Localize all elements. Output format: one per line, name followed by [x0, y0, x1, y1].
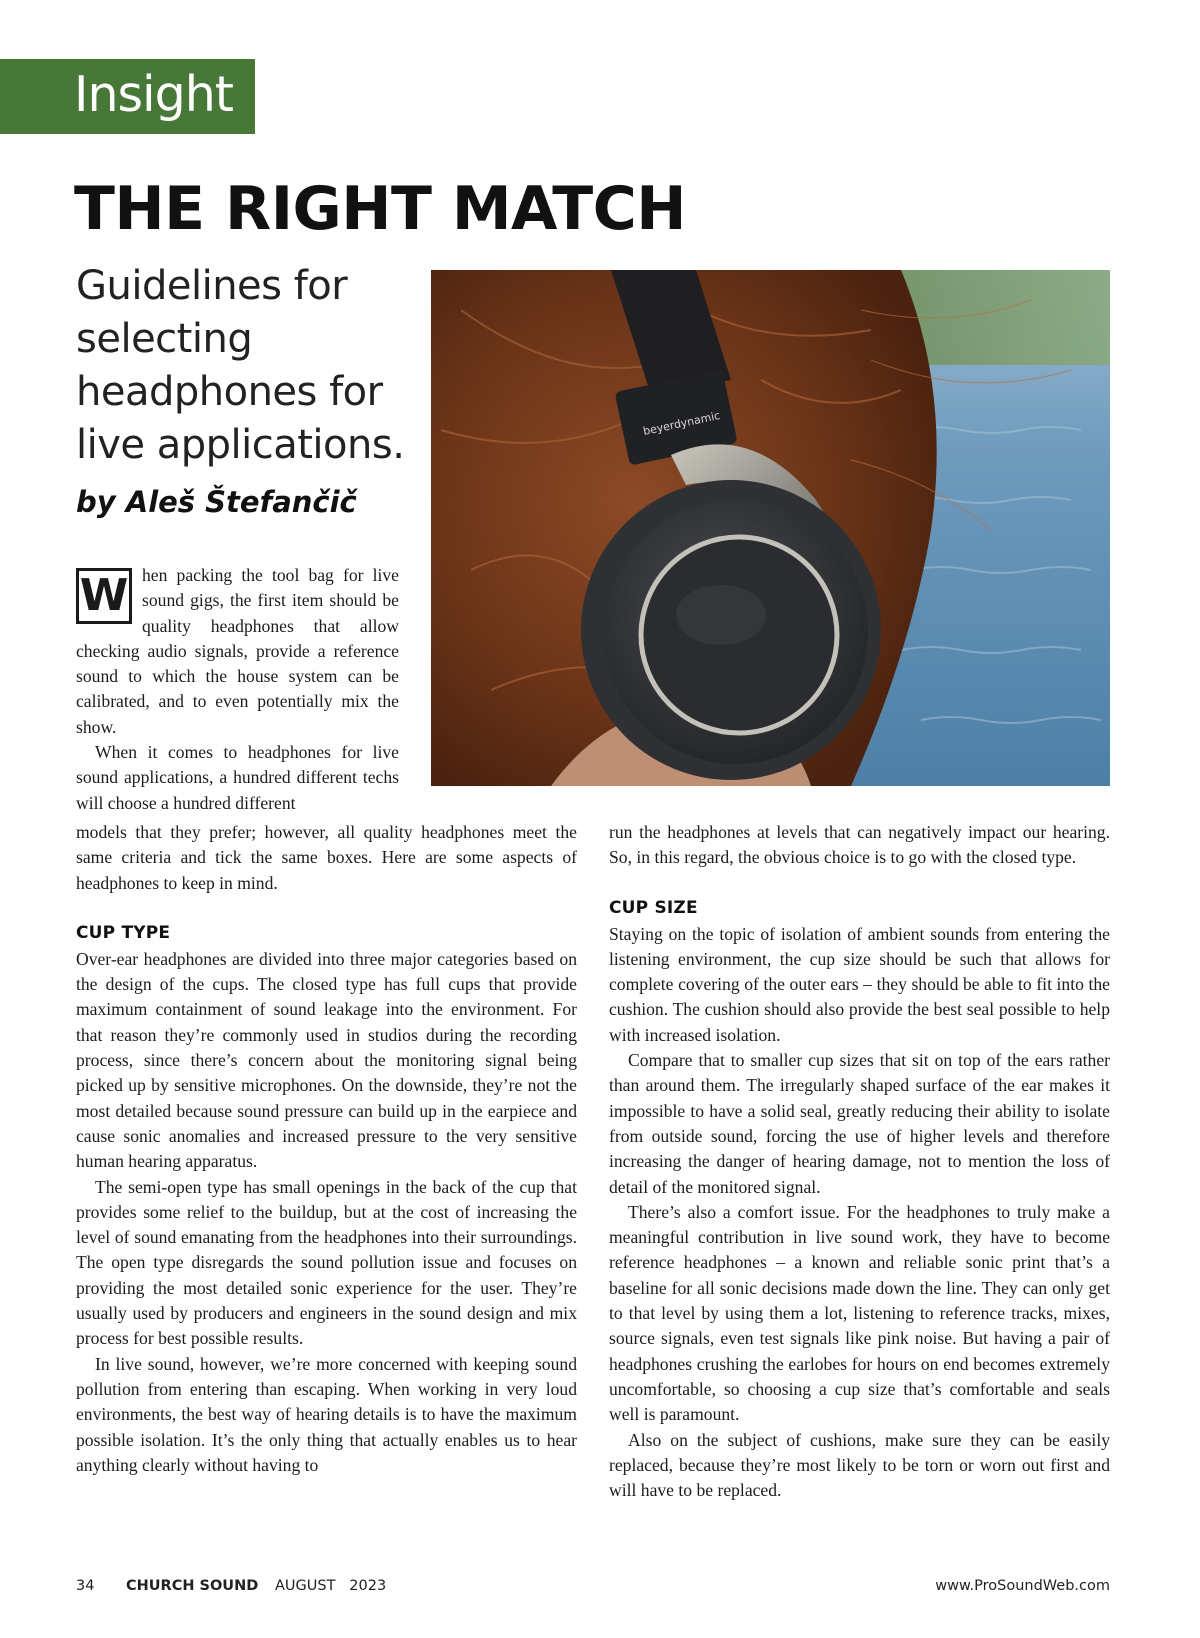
cup-size-paragraph-2: Compare that to smaller cup sizes that sit on top of the ears rather than around them. The irregularly shaped surface of the ear makes it impossible to have a solid seal, greatly reducing their ability to isolate from outside sound, forcing the use of higher levels and therefore increasing the danger of hearing damage, not to mention the loss of detail of the monitored signal. — [609, 1050, 1110, 1197]
right-column — [609, 820, 1110, 1503]
cup-type-paragraph-1: Over-ear headphones are divided into three major categories based on the design of the cups. The closed type has full cups that provide maximum containment of sound leakage into the environment. For that reason they’re commonly used in studios during the recording process, since there’s concern about the monitoring signal being picked up by sensitive microphones. On the downside, they’re not the most detailed because sound pressure can build up in the earpiece and cause sonic anomalies and increased pressure to the very sensitive human hearing apparatus. — [76, 948, 577, 1172]
intro-column — [76, 563, 399, 816]
website-link[interactable]: www.ProSoundWeb.com — [935, 1578, 1110, 1594]
article-byline: by Aleš Štefančič — [76, 485, 357, 519]
issue-date: AUGUST 2023 — [275, 1578, 387, 1594]
cup-size-paragraph-3: There’s also a comfort issue. For the headphones to truly make a meaningful contribution in live sound work, they have to become reference headphones – a known and reliable sonic print that’s a baseline for all sonic decisions made down the line. They can only get to that level by using them a lot, listening to reference tracks, mixes, source signals, even test signals like pink noise. But having a pair of headphones crushing the earlobes for hours on end becomes extremely uncomfortable, so choosing a cup size that’s comfortable and seals well is paramount. — [609, 1201, 1110, 1425]
cup-type-paragraph-2: The semi-open type has small openings in the back of the cup that provides some relief to the buildup, but at the cost of increasing the level of sound emanating from the headphones into their surroundings. The open type disregards the sound pollution issue and focuses on providing the most detailed sonic experience for the user. They’re usually used by producers and engineers in the sound design and mix process for best possible results. — [76, 1176, 577, 1349]
section-tab-label: Insight — [74, 66, 234, 123]
article-subtitle: Guidelines for selecting headphones for live applications. — [76, 263, 405, 468]
cup-type-paragraph-3: In live sound, however, we’re more concerned with keeping sound pollution from entering than escaping. When working in very loud environments, the best way of hearing details is to have the maximum possible isolation. It’s the only thing that actually enables us to hear anything clearly without having to — [76, 1353, 577, 1475]
cup-size-heading: CUP SIZE — [609, 897, 698, 918]
intro-paragraph-2: When it comes to headphones for live sound applications, a hundred different techs will choose a hundred different — [76, 742, 399, 813]
magazine-name: CHURCH SOUND — [126, 1578, 259, 1594]
headphones-photo — [431, 270, 1110, 786]
page-footer — [76, 1578, 1110, 1600]
article-headline: THE RIGHT MATCH — [74, 174, 686, 244]
left-continued-paragraph: models that they prefer; however, all quality headphones meet the same criteria and tick the same boxes. Here are some aspects of headphones to keep in mind. — [76, 822, 577, 893]
headphone-brand-label: beyerdynamic — [641, 408, 722, 438]
drop-cap: W — [76, 568, 132, 624]
cup-size-paragraph-1: Staying on the topic of isolation of ambient sounds from entering the listening environment, the cup size should be such that allows for complete covering of the outer ears – they should be able to fit into the cushion. The cushion should also provide the best seal possible to help with increased isolation. — [609, 923, 1110, 1045]
section-tab — [0, 59, 255, 134]
cup-type-heading: CUP TYPE — [76, 922, 171, 943]
right-continued-paragraph: run the headphones at levels that can negatively impact our hearing. So, in this regard, the obvious choice is to go with the closed type. — [609, 822, 1110, 868]
left-column — [76, 820, 577, 1478]
page-number: 34 — [76, 1578, 95, 1594]
cup-size-paragraph-4: Also on the subject of cushions, make sure they can be easily replaced, because they’re most likely to be torn or worn out first and will have to be replaced. — [609, 1429, 1110, 1501]
intro-paragraph-1: hen packing the tool bag for live sound gigs, the first item should be quality headphones that allow checking audio signals, provide a reference sound to which the house system can be calibrated, and to even potentially mix the show. — [76, 565, 399, 737]
